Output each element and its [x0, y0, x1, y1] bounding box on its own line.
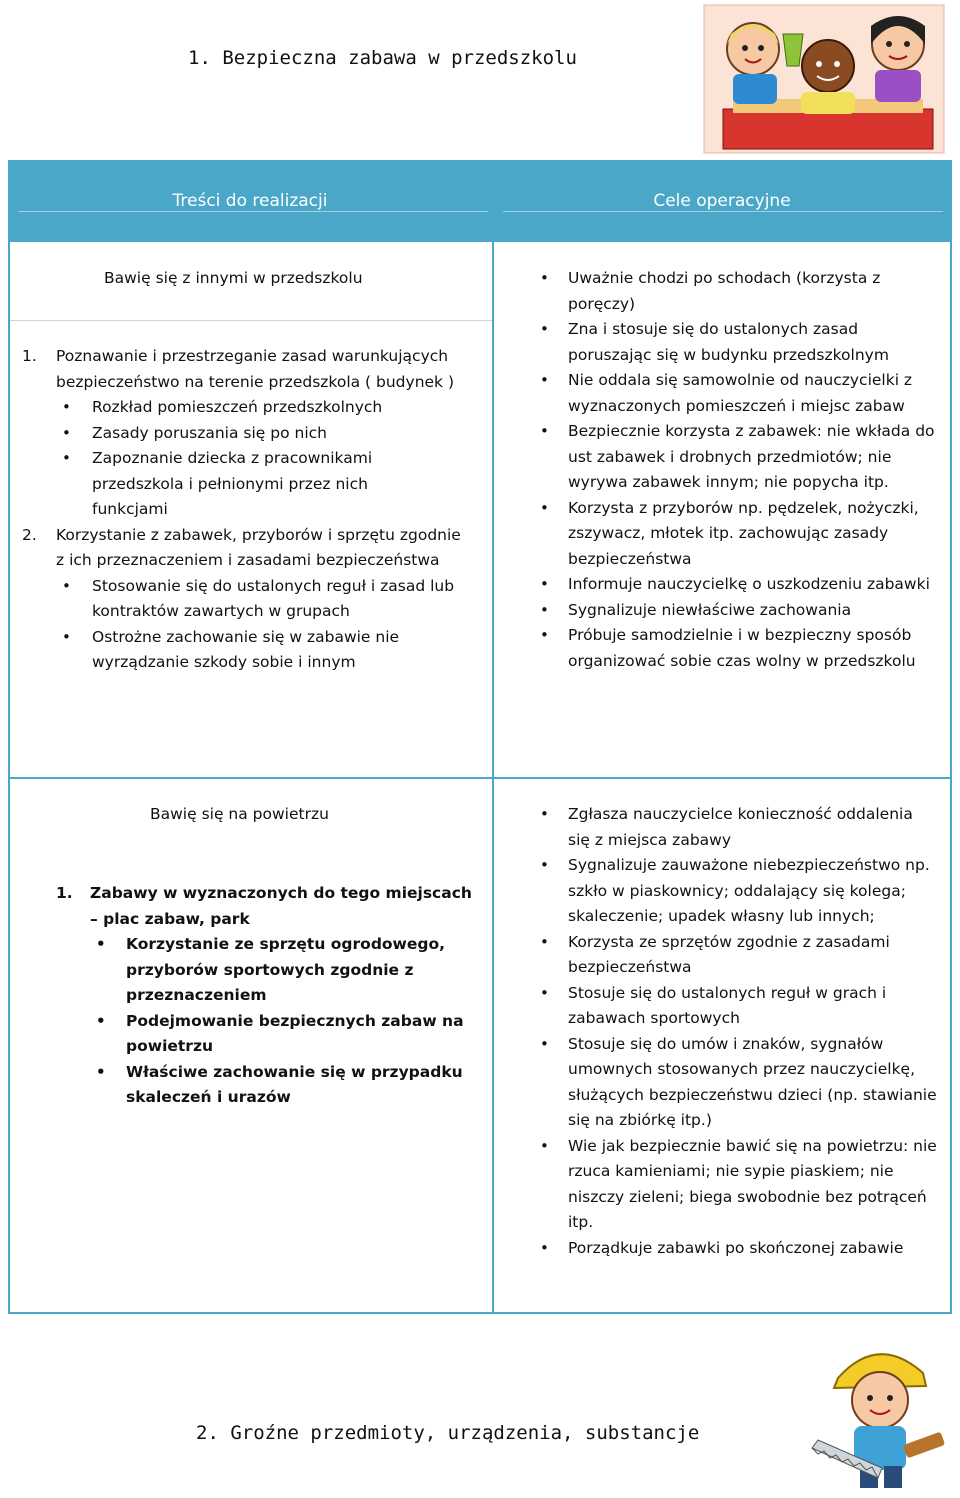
row2-goal-5: • Stosuje się do umów i znaków, sygnałów umownych stosowanych przez nauczycielkę, służących bezpieczeństwu dzieci (np. stawianie się na zbiórkę itp.) — [528, 1032, 938, 1134]
row1-item-2-bullet-2: • Ostrożne zachowanie się w zabawie nie wyrządzanie szkody sobie i innym — [56, 625, 472, 676]
row2-item-1-bullet-1: • Korzystanie ze sprzętu ogrodowego, przyborów sportowych zgodnie z przeznaczeniem — [90, 932, 476, 1009]
row1-goal-8: • Próbuje samodzielnie i w bezpieczny sposób organizować sobie czas wolny w przedszkolu — [528, 623, 938, 674]
row2-contents — [56, 881, 476, 1111]
row1-item-1-bullet-3: • Zapoznanie dziecka z pracownikami przedszkola i pełnionymi przez nich funkcjami — [56, 446, 472, 523]
row2-item-1 — [56, 881, 476, 1111]
header-goals: Cele operacyjne — [653, 191, 791, 211]
row1-goal-3: • Nie oddala się samowolnie od nauczycielki z wyznaczonych pomieszczeń i miejsc zabaw — [528, 368, 938, 419]
row1-contents — [22, 344, 472, 676]
row2-goal-2: • Sygnalizuje zauważone niebezpieczeństwo np. szkło w piaskownicy; oddalający się kolega; skaleczenie; upadek własny lub innych; — [528, 853, 938, 930]
row2-goal-1: • Zgłasza nauczycielce konieczność oddalenia się z miejsca zabawy — [528, 802, 938, 853]
header-underline-left — [18, 211, 488, 212]
child-with-saw-icon — [808, 1338, 956, 1493]
row1-goal-6: • Informuje nauczycielkę o uszkodzeniu zabawki — [528, 572, 938, 598]
row1-item-2-text: Korzystanie z zabawek, przyborów i sprzętu zgodnie z ich przeznaczeniem i zasadami bezpieczeństwa — [56, 525, 461, 569]
row1-item-1-bullet-2: • Zasady poruszania się po nich — [56, 421, 472, 447]
row1-goal-2: • Zna i stosuje się do ustalonych zasad poruszając się w budynku przedszkolnym — [528, 317, 938, 368]
row1-item-1-text: Poznawanie i przestrzeganie zasad warunkujących bezpieczeństwo na terenie przedszkola ( budynek ) — [56, 347, 455, 391]
row1-item-2-bullet-1: • Stosowanie się do ustalonych reguł i zasad lub kontraktów zawartych w grupach — [56, 574, 472, 625]
row1-item-1 — [22, 344, 472, 523]
row2-goal-3: • Korzysta ze sprzętów zgodnie z zasadami bezpieczeństwa — [528, 930, 938, 981]
row2-goal-6: • Wie jak bezpiecznie bawić się na powietrzu: nie rzuca kamieniami; nie sypie piaskiem; nie niszczy zieleni; biega swobodnie bez potrąceń itp. — [528, 1134, 938, 1236]
row1-goal-5: • Korzysta z przyborów np. pędzelek, nożyczki, zszywacz, młotek itp. zachowując zasady bezpieczeństwa — [528, 496, 938, 573]
row1-heading: Bawię się z innymi w przedszkolu — [104, 269, 363, 287]
row1-goal-1: • Uważnie chodzi po schodach (korzysta z poręczy) — [528, 266, 938, 317]
table-row-divider — [8, 777, 952, 779]
row2-item-1-bullet-3: • Właściwe zachowanie się w przypadku skaleczeń i urazów — [90, 1060, 476, 1111]
cell-inner-rule — [10, 320, 492, 321]
page-title: 1. Bezpieczna zabawa w przedszkolu — [188, 47, 577, 69]
table-border-bottom — [8, 1312, 952, 1314]
row2-item-1-text: Zabawy w wyznaczonych do tego miejscach – plac zabaw, park — [90, 884, 472, 928]
row1-goal-4: • Bezpiecznie korzysta z zabawek: nie wkłada do ust zabawek i drobnych przedmiotów; nie wyrywa zabawek innym; nie popycha itp. — [528, 419, 938, 496]
row1-goal-7: • Sygnalizuje niewłaściwe zachowania — [528, 598, 938, 624]
row1-item-2-number: 2. — [22, 525, 37, 544]
row2-heading: Bawię się na powietrzu — [150, 805, 329, 823]
row1-item-2 — [22, 523, 472, 676]
row2-item-1-bullet-2: • Podejmowanie bezpiecznych zabaw na powietrzu — [90, 1009, 476, 1060]
header-contents: Treści do realizacji — [172, 191, 328, 211]
children-playing-illustration — [703, 4, 945, 154]
row2-goal-4: • Stosuje się do ustalonych reguł w grach i zabawach sportowych — [528, 981, 938, 1032]
row2-goals — [528, 802, 938, 1261]
row2-item-1-number: 1. — [56, 884, 73, 902]
child-with-saw-illustration — [808, 1338, 956, 1493]
row1-item-1-bullet-1: • Rozkład pomieszczeń przedszkolnych — [56, 395, 472, 421]
children-playing-icon — [703, 4, 945, 154]
row1-item-1-number: 1. — [22, 347, 37, 365]
row1-goals — [528, 266, 938, 674]
header-underline-right — [503, 211, 943, 212]
table-column-divider — [492, 160, 494, 1314]
section-2-title: 2. Groźne przedmioty, urządzenia, substancje — [196, 1422, 700, 1444]
table-header — [8, 160, 952, 242]
row2-goal-7: • Porządkuje zabawki po skończonej zabawie — [528, 1236, 938, 1262]
